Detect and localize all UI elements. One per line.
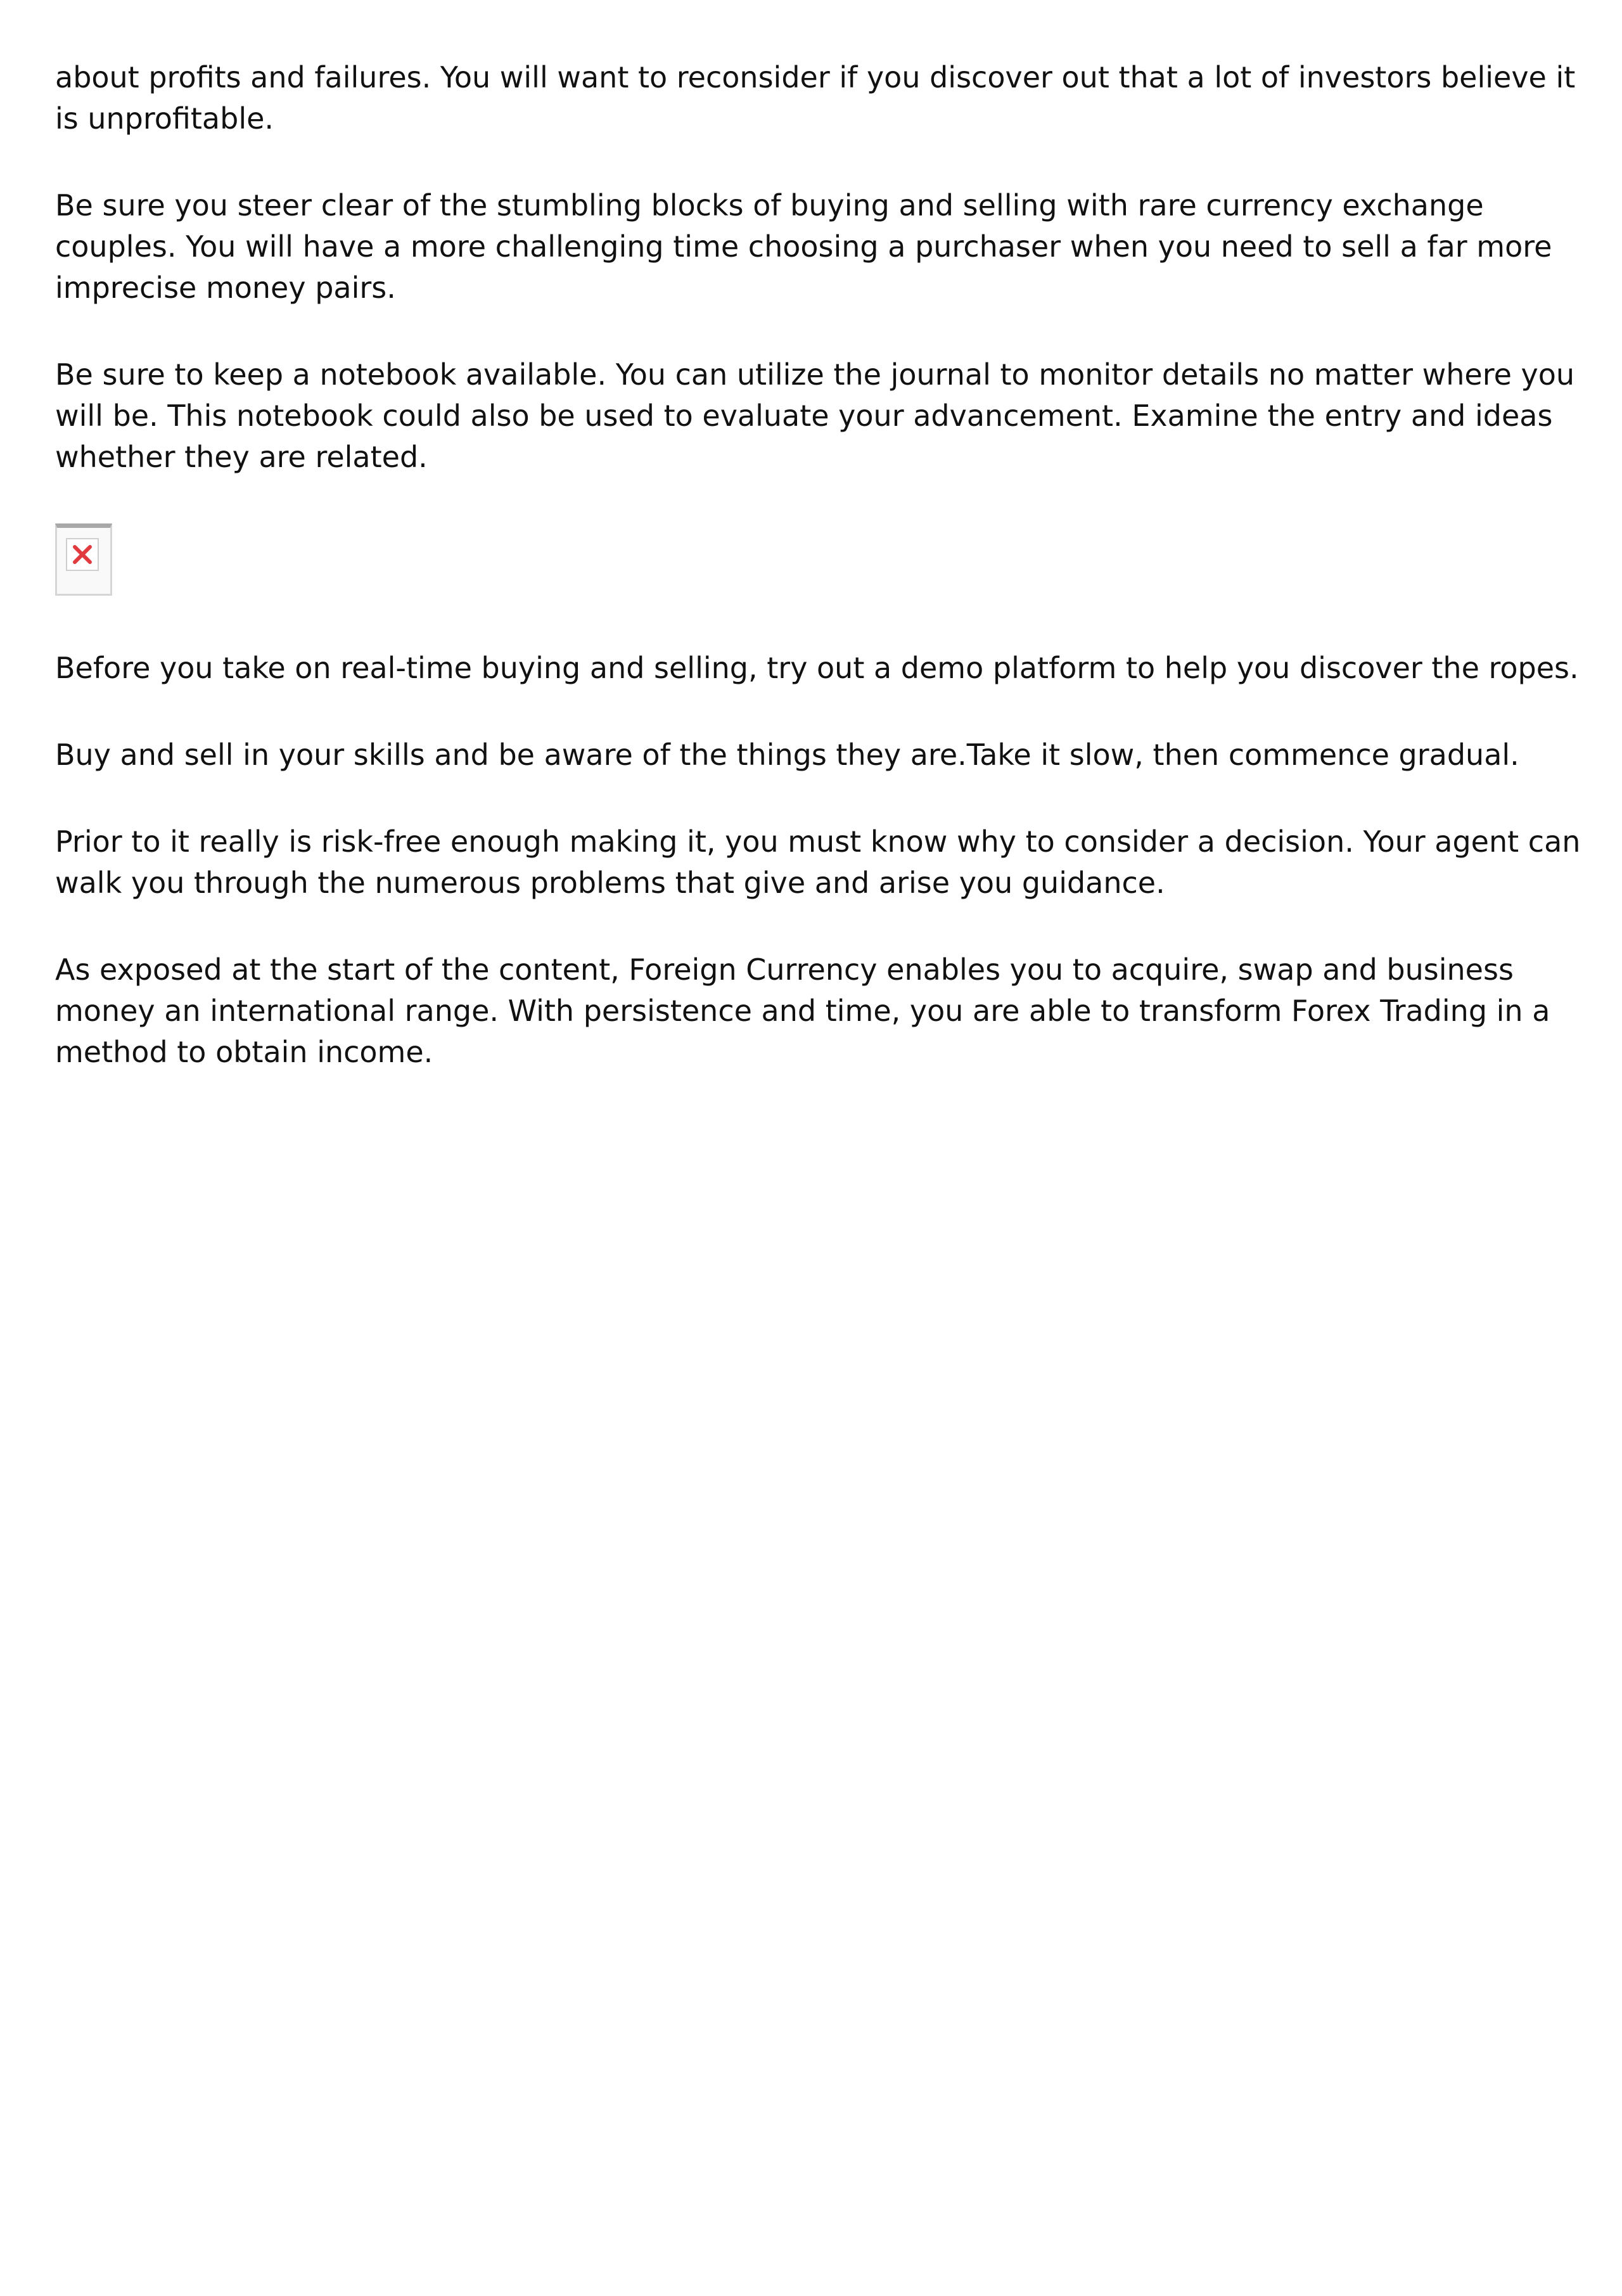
document-page (55, 57, 1588, 1119)
red-x-icon (71, 543, 94, 566)
broken-image-placeholder (55, 523, 112, 596)
paragraph: about profits and failures. You will want to reconsider if you discover out that a lot of investors believe it is unprofitable. (55, 60, 1576, 136)
paragraph: Be sure to keep a notebook available. You can utilize the journal to monitor details no matter where you will be. This notebook could also be used to evaluate your advancement. Examine the entry and ideas whether they are related. (55, 357, 1575, 474)
paragraph: Be sure you steer clear of the stumbling blocks of buying and selling with rare currency exchange couples. You will have a more challenging time choosing a purchaser when you need to sell a far more imprecise money pairs. (55, 188, 1552, 305)
paragraph: Buy and sell in your skills and be aware of the things they are.Take it slow, then commence gradual. (55, 738, 1519, 772)
paragraph: As exposed at the start of the content, Foreign Currency enables you to acquire, swap and business money an international range. With persistence and time, you are able to transform Forex Trading in a method to obtain income. (55, 952, 1550, 1069)
paragraph: Before you take on real-time buying and selling, try out a demo platform to help you discover the ropes. (55, 651, 1579, 685)
broken-image-icon (66, 538, 99, 571)
paragraph: Prior to it really is risk-free enough making it, you must know why to consider a decision. Your agent can walk you through the numerous problems that give and arise you guidance. (55, 824, 1581, 900)
